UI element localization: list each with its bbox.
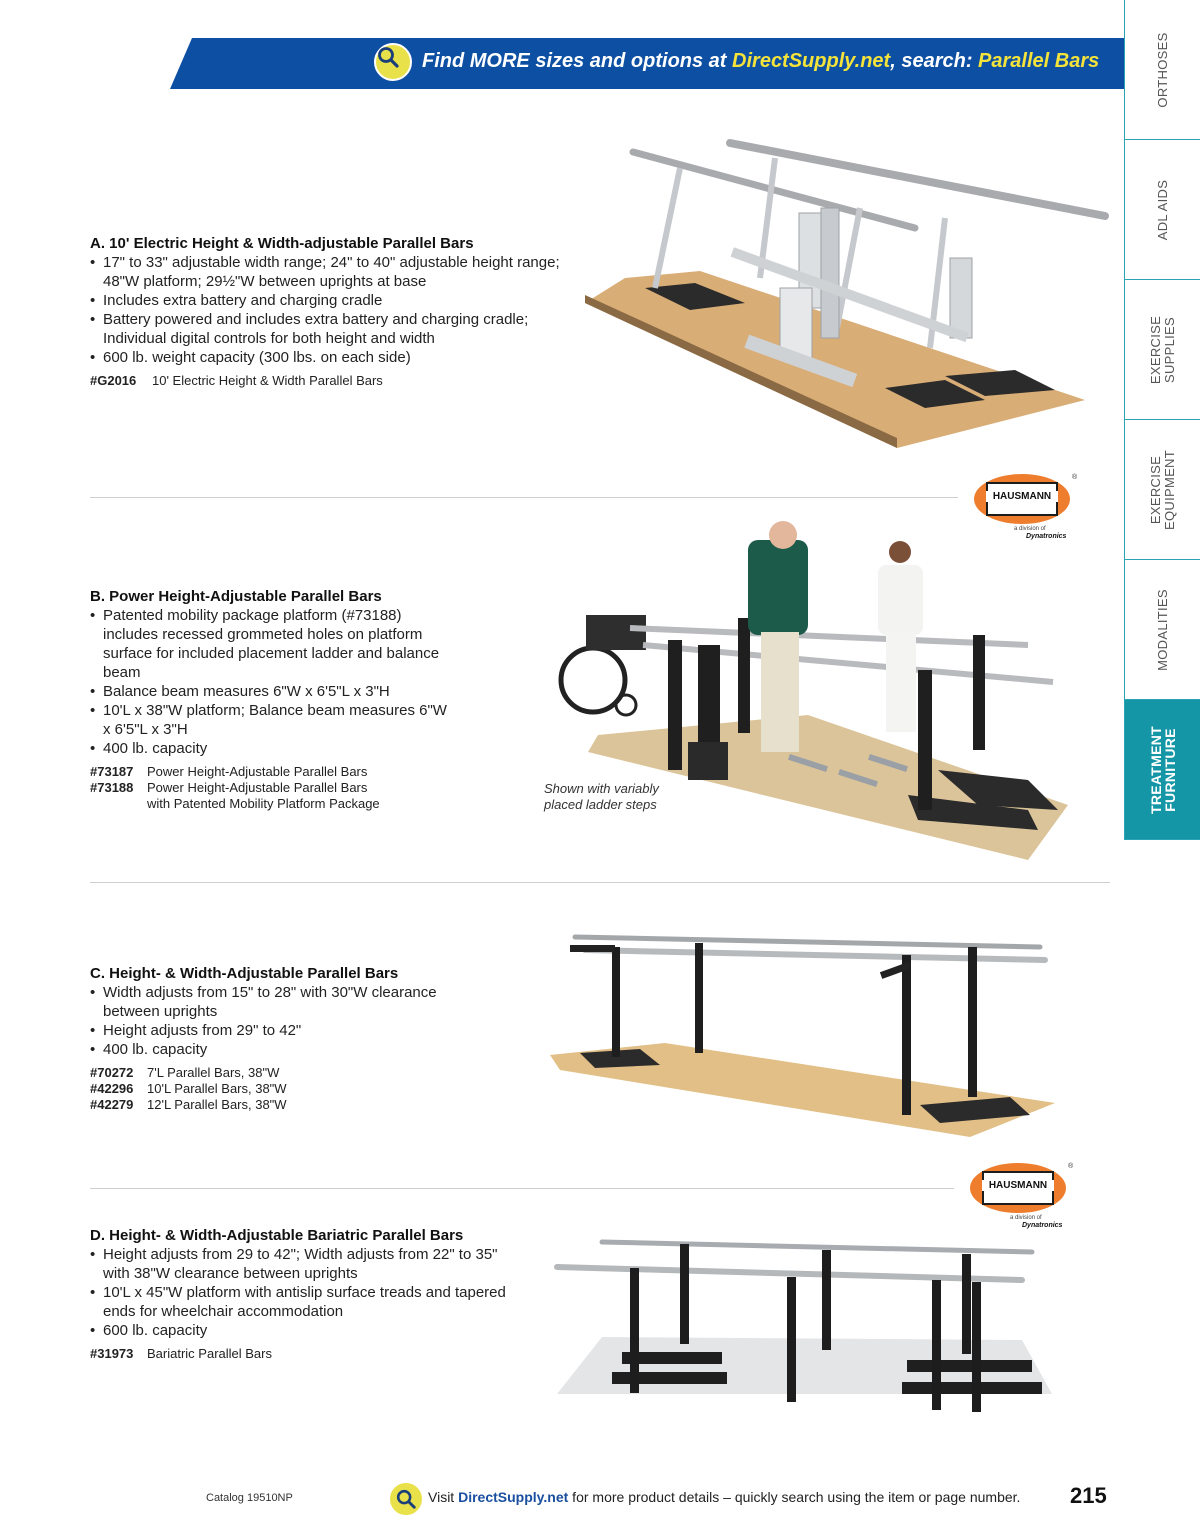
sku-description: 12'L Parallel Bars, 38"W bbox=[147, 1097, 287, 1112]
footer-visit-prefix: Visit bbox=[428, 1489, 459, 1505]
banner-message bbox=[422, 50, 1099, 73]
feature-list bbox=[90, 253, 560, 367]
sku-list bbox=[90, 1346, 520, 1362]
feature-item: • Patented mobility package platform (#73188) includes recessed grommeted holes on platform surface for included placement ladder and balance beam bbox=[90, 606, 450, 682]
product-section-a bbox=[90, 235, 560, 389]
banner-prefix: Find MORE sizes and options at bbox=[422, 50, 733, 72]
tab-treatment-furniture[interactable] bbox=[1124, 700, 1200, 840]
product-title: B. Power Height-Adjustable Parallel Bars bbox=[90, 588, 382, 605]
sku-row bbox=[90, 1081, 490, 1097]
tab-label: EXERCISE bbox=[1147, 315, 1163, 384]
search-icon bbox=[388, 1481, 424, 1517]
search-icon bbox=[374, 43, 412, 81]
sku-list bbox=[90, 1065, 490, 1113]
sku-code: #73187 bbox=[90, 764, 134, 779]
feature-list bbox=[90, 983, 490, 1059]
top-banner bbox=[170, 38, 1124, 89]
tab-label: TREATMENT bbox=[1147, 725, 1164, 814]
feature-item: • Width adjusts from 15" to 28" with 30"W clearance between uprights bbox=[90, 983, 490, 1021]
sku-code: #73188 bbox=[90, 780, 134, 795]
logo-registered: ® bbox=[1072, 474, 1078, 481]
tab-modalities[interactable] bbox=[1124, 560, 1200, 700]
logo-division-text: a division of bbox=[1010, 1215, 1042, 1221]
sku-description: Power Height-Adjustable Parallel Bars bbox=[147, 764, 368, 779]
section-divider bbox=[90, 497, 958, 498]
image-caption bbox=[544, 781, 659, 813]
logo-division-text: a division of bbox=[1014, 526, 1046, 532]
sku-row bbox=[90, 764, 450, 780]
product-section-b bbox=[90, 588, 450, 812]
footer-visit-rest: for more product details – quickly search using the item or page number. bbox=[568, 1489, 1021, 1505]
tab-exercise-equipment[interactable] bbox=[1124, 420, 1200, 560]
logo-parent-brand: Dynatronics bbox=[1026, 533, 1067, 540]
sku-list bbox=[90, 764, 450, 812]
section-divider bbox=[90, 882, 1110, 883]
sku-description: with Patented Mobility Platform Package bbox=[147, 796, 380, 811]
hausmann-logo bbox=[970, 1163, 1080, 1241]
footer-site-link[interactable]: DirectSupply.net bbox=[458, 1489, 569, 1505]
product-title: A. 10' Electric Height & Width-adjustable Parallel Bars bbox=[90, 235, 474, 252]
sku-row bbox=[90, 796, 450, 812]
feature-item: • 600 lb. weight capacity (300 lbs. on each side) bbox=[90, 348, 560, 367]
tab-label-line2: FURNITURE bbox=[1161, 727, 1178, 812]
sku-row bbox=[90, 1065, 490, 1081]
footer-visit-message bbox=[428, 1489, 1020, 1505]
product-image-electric-parallel-bars bbox=[585, 138, 1110, 450]
caption-line: Shown with variably bbox=[544, 781, 659, 796]
tab-adl-aids[interactable] bbox=[1124, 140, 1200, 280]
feature-item: • Height adjusts from 29 to 42"; Width adjusts from 22" to 35" with 38"W clearance between uprights bbox=[90, 1245, 520, 1283]
tab-label: EXERCISE bbox=[1147, 455, 1163, 524]
product-title: C. Height- & Width-Adjustable Parallel Bars bbox=[90, 965, 399, 982]
tab-label: MODALITIES bbox=[1154, 588, 1170, 671]
logo-registered: ® bbox=[1068, 1163, 1074, 1170]
category-tabs bbox=[1124, 0, 1200, 840]
feature-item: • Balance beam measures 6"W x 6'5"L x 3"H bbox=[90, 682, 450, 701]
tab-exercise-supplies[interactable] bbox=[1124, 280, 1200, 420]
page-number: 215 bbox=[1070, 1483, 1107, 1508]
sku-code: #42296 bbox=[90, 1081, 134, 1096]
sku-code: #70272 bbox=[90, 1065, 134, 1080]
banner-search-term[interactable]: Parallel Bars bbox=[978, 50, 1100, 72]
section-divider bbox=[90, 1188, 954, 1189]
feature-item: • 17" to 33" adjustable width range; 24" to 40" adjustable height range; 48"W platform; 29½"W between uprights at base bbox=[90, 253, 560, 291]
feature-list bbox=[90, 606, 450, 758]
tab-label-line2: SUPPLIES bbox=[1161, 316, 1177, 383]
feature-item: • 10'L x 38"W platform; Balance beam measures 6"W x 6'5"L x 3"H bbox=[90, 701, 450, 739]
logo-parent-brand: Dynatronics bbox=[1022, 1222, 1063, 1229]
tab-label: ORTHOSES bbox=[1154, 31, 1170, 108]
sku-code: #31973 bbox=[90, 1346, 134, 1361]
caption-line: placed ladder steps bbox=[544, 797, 657, 812]
product-section-d bbox=[90, 1227, 520, 1362]
sku-row bbox=[90, 780, 450, 796]
sku-description: Power Height-Adjustable Parallel Bars bbox=[147, 780, 368, 795]
product-section-c bbox=[90, 965, 490, 1113]
banner-middle: , search: bbox=[890, 50, 979, 72]
feature-item: • 400 lb. capacity bbox=[90, 739, 450, 758]
banner-site-link[interactable]: DirectSupply.net bbox=[732, 50, 891, 72]
sku-description: 10'L Parallel Bars, 38"W bbox=[147, 1081, 287, 1096]
tab-label: ADL AIDS bbox=[1154, 179, 1170, 240]
sku-code: #G2016 bbox=[90, 373, 137, 388]
feature-list bbox=[90, 1245, 520, 1340]
sku-code bbox=[90, 796, 147, 812]
logo-name: HAUSMANN bbox=[982, 1180, 1054, 1191]
tab-orthoses[interactable] bbox=[1124, 0, 1200, 140]
catalog-number: Catalog 19510NP bbox=[206, 1492, 293, 1504]
sku-list bbox=[90, 373, 560, 389]
feature-item: • 10'L x 45"W platform with antislip surface treads and tapered ends for wheelchair accommodation bbox=[90, 1283, 520, 1321]
feature-item: • Battery powered and includes extra battery and charging cradle; Individual digital controls for both height and width bbox=[90, 310, 560, 348]
product-title: D. Height- & Width-Adjustable Bariatric Parallel Bars bbox=[90, 1227, 464, 1244]
feature-item: • Height adjusts from 29" to 42" bbox=[90, 1021, 490, 1040]
sku-description: 7'L Parallel Bars, 38"W bbox=[147, 1065, 280, 1080]
feature-item: • Includes extra battery and charging cradle bbox=[90, 291, 560, 310]
feature-item: • 400 lb. capacity bbox=[90, 1040, 490, 1059]
feature-item: • 600 lb. capacity bbox=[90, 1321, 520, 1340]
product-image-adjustable-parallel-bars bbox=[550, 925, 1060, 1140]
sku-description: 10' Electric Height & Width Parallel Bars bbox=[152, 373, 383, 388]
sku-row bbox=[90, 1097, 490, 1113]
tab-label-line2: EQUIPMENT bbox=[1161, 449, 1177, 530]
sku-row bbox=[90, 373, 560, 389]
logo-name: HAUSMANN bbox=[986, 491, 1058, 502]
sku-row bbox=[90, 1346, 520, 1362]
product-image-bariatric-parallel-bars bbox=[552, 1232, 1067, 1432]
sku-description: Bariatric Parallel Bars bbox=[147, 1346, 272, 1361]
sku-code: #42279 bbox=[90, 1097, 134, 1112]
